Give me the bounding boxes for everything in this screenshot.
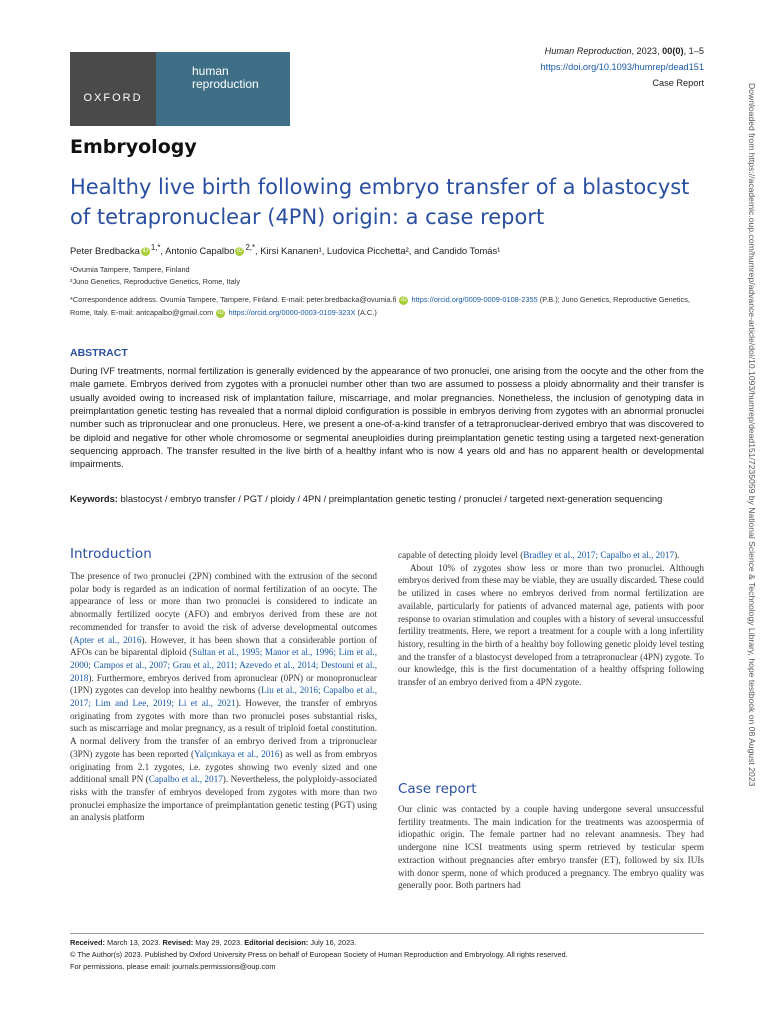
abstract-heading: ABSTRACT	[70, 347, 128, 359]
footer	[70, 937, 710, 973]
citation-link[interactable]: Liu et al., 2016; Capalbo et al., 2017; Lim and Lee, 2019; Li et al., 2021	[70, 685, 377, 709]
citation-link[interactable]: Apter et al., 2016	[73, 634, 142, 645]
keywords: Keywords: blastocyst / embryo transfer / PGT / ploidy / 4PN / preimplantation genetic testing / pronuclei / targeted next-generation sequencing	[70, 493, 663, 504]
download-watermark-text: Downloaded from https://academic.oup.com/humrep/advance-article/doi/10.1093/humrep/dead151/7235059 by National Science & Technology Library, hope testbook on 08 August 2023	[747, 83, 757, 787]
download-watermark	[748, 84, 760, 944]
citation: Human Reproduction, 2023, 00(0), 1–5	[544, 46, 704, 56]
permissions: For permissions, please email: journals.permissions@oup.com	[70, 962, 276, 971]
oxford-logo: OXFORD	[70, 52, 156, 126]
case-report-heading: Case report	[398, 781, 477, 797]
intro-body: The presence of two pronuclei (2PN) combined with the extrusion of the second polar body is regarded as an indication of normal fertilization of an oocyte. The appearance of less or more than two pronuclei is considered to indicate an abnormally fertilized oocyte (AFO) and embryos derived from these are not recommended for transfer to avoid the risk of adverse developmental outcomes (Apter et al., 2016). However, it has been shown that a considerable portion of AFOs can be biparental diploid (Sultan et al., 1995; Manor et al., 1996; Lim et al., 2000; Campos et al., 2007; Grau et al., 2011; Azevedo et al., 2014; Destouni et al., 2018). Furthermore, embryos derived from apronuclear (0PN) or monopronuclear (1PN) zygotes can develop into healthy newborns (Liu et al., 2016; Capalbo et al., 2017; Lim and Lee, 2019; Li et al., 2021). However, the transfer of embryos originating from zygotes with more than two pronuclei poses substantial risks, such as miscarriage and molar pregnancy, as a result of triploid foetal constitution. A normal delivery from the transfer of an embryo derived from a tripronuclear (3PN) zygote has been reported (Yalçınkaya et al., 2016) as well as from embryos originating from 2.1 zygotes, i.e. zygotes showing two evenly sized and one additional small PN (Capalbo et al., 2017). Nevertheless, the polyploidy-associated risks with the transfer of embryos developed from zygotes with more than two pronuclei emphasize the importance of preimplantation genetic testing (PGT) using an analysis platform	[70, 571, 378, 823]
intro-paragraph: About 10% of zygotes show less or more than two pronuclei. Although embryos derived from these may be viable, they are usually discarded. These could be utilized in cases where no embryos derived from normal fertilization are available, particularly for patients of advanced maternal age, patients with poor response to ovarian stimulation and couples with a history of several unsuccessful fertility treatments. Here, we report a treatment for a couple with a long infertility history, resulting in the birth of a healthy boy following genetic ploidy level testing and the transfer of a blastocyst developed from a tetrapronuclear (4PN) zygote. To our knowledge, this is the first documentation of a healthy offspring following transfer of an embryo derived from a 4PN zygote.	[398, 562, 704, 688]
orcid-icon: iD	[401, 296, 407, 303]
citation-link[interactable]: Yalçınkaya et al., 2016	[194, 748, 280, 759]
orcid-link[interactable]: https://orcid.org/0000-0003-0109-323X	[228, 308, 356, 317]
dates: Received: March 13, 2023. Revised: May 29, 2023. Editorial decision: July 16, 2023.	[70, 938, 357, 947]
doi-link[interactable]: https://doi.org/10.1093/humrep/dead151	[540, 62, 704, 72]
abstract-body: During IVF treatments, normal fertilization is generally evidenced by the appearance of two pronuclei, one arising from the oocyte and the other from the male gamete. Embryos derived from zygotes with a pronuclei number other than two are assumed to possess a ploidy abnormality and their transfer is usually avoided owing to increased risk of implantation failure, miscarriage, and molar pregnancies. Nonetheless, the inclusion of genotyping data in preimplantation genetic testing has revealed that a normal diploid configuration is possible in embryos deriving from zygotes with an abnormal pronuclei number such as tripronuclear and one pronucleus. Here, we present a one-of-a-kind transfer of a tetrapronuclear-derived embryo that was discovered to be diploid and negative for other whole chromosome or segmental aneuploidies during preimplantation genetic testing using a targeted next-generation sequencing approach. The transfer resulted in the live birth of a healthy infant who is now 4 years old and has no apparent health or developmental impairments.	[70, 365, 704, 470]
journal-logo	[156, 52, 290, 126]
orcid-icon[interactable]: iD	[237, 248, 243, 255]
correspondence: *Correspondence address. Ovumia Tampere, Tampere, Finland. E-mail: peter.bredbacka@ovumia.fi iD https://orcid.org/0009-0009-0108-2355 (P.B.); Juno Genetics, Reproductive Genetics, Rome, Italy. E-mail: antcapalbo@gmail.com iD https://orcid.org/0000-0003-0109-323X (A.C.)	[70, 295, 690, 317]
author-list: Peter Bredbacka iD $^{1,*}$, Antonio Capalbo iD $^{2,*}$, Kirsi Kananen¹, Ludovica Picchetta², and Candido Tomás¹	[70, 243, 501, 257]
intro-body-continued: capable of detecting ploidy level (Bradley et al., 2017; Capalbo et al., 2017). About 10% of zygotes show less or more than two pronuclei. Although embryos derived from these may be viable, they are usually discarded. These could be utilized in cases where no embryos derived from normal fertilization are available, particularly for patients of advanced maternal age, patients with poor response to ovarian stimulation and couples with a history of several unsuccessful fertility treatments. Here, we report a treatment for a couple with a long infertility history, resulting in the birth of a healthy boy following genetic ploidy level testing and the transfer of a blastocyst developed from a tetrapronuclear (4PN) zygote. To our knowledge, this is the first documentation of a healthy offspring following transfer of an embryo derived from a 4PN zygote.	[398, 550, 704, 688]
intro-heading: Introduction	[70, 546, 152, 562]
affiliations	[70, 264, 240, 288]
citation-link[interactable]: Capalbo et al., 2017	[148, 774, 223, 785]
journal-logo-line1: human	[192, 64, 229, 78]
citation-link[interactable]: Bradley et al., 2017; Capalbo et al., 2017	[523, 550, 675, 560]
journal-logo-line2: reproduction	[192, 77, 259, 91]
section-label: Embryology	[70, 136, 197, 158]
copyright: © The Author(s) 2023. Published by Oxford University Press on behalf of European Society of Human Reproduction and Embryology. All rights reserved.	[70, 950, 568, 959]
orcid-icon: iD	[218, 309, 224, 316]
affiliation: ²Juno Genetics, Reproductive Genetics, Rome, Italy	[70, 277, 241, 286]
case-report-body: Our clinic was contacted by a couple having undergone several unsuccessful fertility treatments. The main indication for the treatments was azoospermia of idiopathic origin. The female partner had no relevant anamnesis. They had undergone nine ICSI treatments using sperm retrieved by testicular sperm extraction without pregnancies after embryo transfer (ET), followed by six IUIs with donor sperm, none of which produced a pregnancy. The embryo quality was generally poor. Both partners had	[398, 804, 704, 891]
orcid-link[interactable]: https://orcid.org/0009-0009-0108-2355	[411, 295, 538, 304]
citation-link[interactable]: Sultan et al., 1995; Manor et al., 1996; Lim et al., 2000; Campos et al., 2007; Grau et al., 2011; Azevedo et al., 2014; Destouni et al., 2018	[70, 647, 377, 683]
affiliation: ¹Ovumia Tampere, Tampere, Finland	[70, 265, 190, 274]
footer-divider	[70, 933, 704, 934]
article-type: Case Report	[652, 78, 704, 88]
orcid-icon[interactable]: iD	[142, 248, 149, 255]
citation-block	[541, 43, 704, 91]
article-title: Healthy live birth following embryo transfer of a blastocyst of tetrapronuclear (4PN) origin: a case report	[70, 175, 690, 229]
